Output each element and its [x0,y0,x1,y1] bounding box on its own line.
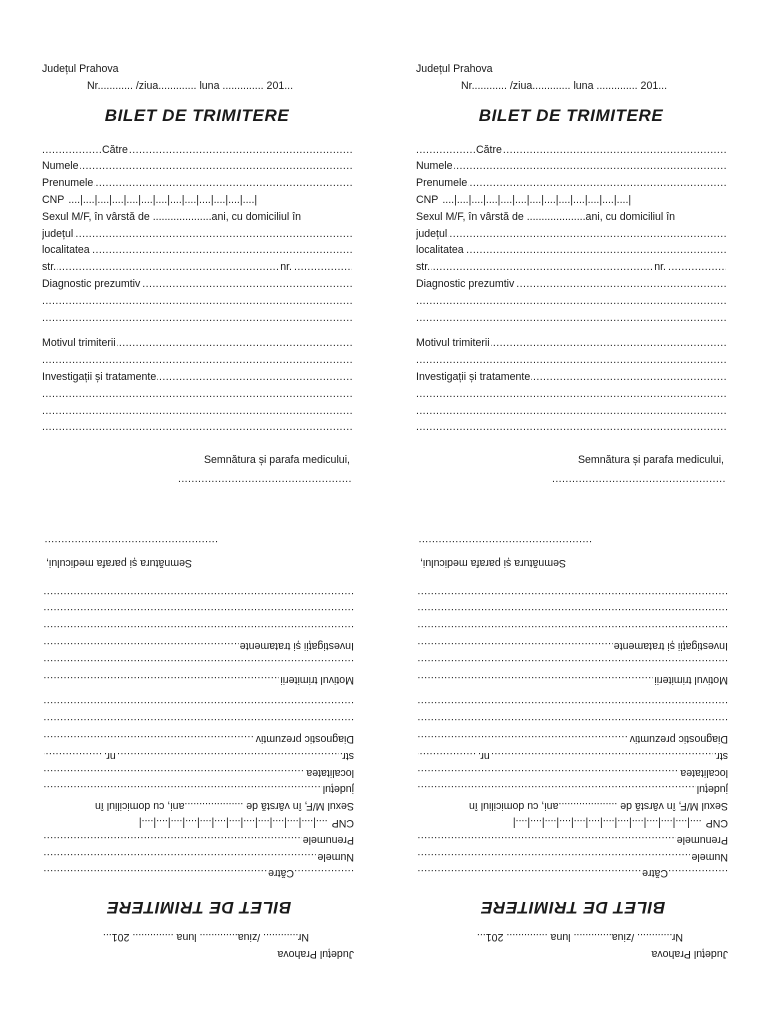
signature-label: Semnătura și parafa medicului, [420,556,567,569]
diagnosis-line[interactable] [44,713,354,730]
street-field[interactable] [416,259,652,276]
referral-form-top-right [416,61,726,488]
sex-age-field[interactable] [44,797,354,814]
street-field[interactable] [118,747,354,764]
referral-form-top-left [42,61,352,488]
form-title: BILET DE TRIMITERE [478,105,664,125]
investigations-field[interactable] [416,369,726,386]
registration-number-line[interactable]: Nr............ /ziua............. luna .............. 201... [102,931,309,944]
form-title: BILET DE TRIMITERE [104,105,290,125]
street-field[interactable] [42,259,278,276]
registration-number-line[interactable]: Nr............ /ziua............. luna .............. 201... [461,79,668,92]
cnp-boxes[interactable]: ....|....|....|....|....|....|....|....|....|....|....|....|....| [512,817,702,830]
investigations-label: Investigații și tratamente [42,370,157,383]
number-label: nr. [478,749,490,762]
first-name-field[interactable] [42,175,352,192]
sex-age-field[interactable] [416,209,726,226]
county-field[interactable] [416,226,726,243]
registration-number-line[interactable]: Nr............ /ziua............. luna .............. 201... [87,79,294,92]
registration-number-line[interactable]: Nr............ /ziua............. luna .............. 201... [476,931,683,944]
county-field-label: județul [322,783,354,796]
first-name-field[interactable] [418,831,728,848]
diagnosis-label: Diagnostic prezumtiv [42,277,141,290]
diagnosis-line[interactable] [42,310,352,327]
investigations-line[interactable] [418,620,728,637]
county-header: Județul Prahova [416,63,493,75]
cnp-label: CNP [42,193,65,206]
to-label: Către [476,143,502,156]
surname-field[interactable] [42,158,352,175]
locality-field[interactable] [44,764,354,781]
sex-age-label: Sexul M/F, în vârstă de ....................ani, cu domiciliul în [468,800,728,813]
investigations-field[interactable] [44,637,354,654]
number-field[interactable] [44,747,102,764]
reason-field[interactable] [416,335,726,352]
form-title: BILET DE TRIMITERE [106,898,292,918]
locality-field[interactable] [416,242,726,259]
diagnosis-label: Diagnostic prezumtiv [255,733,354,746]
cnp-boxes[interactable]: ....|....|....|....|....|....|....|....|....|....|....|....|....| [138,817,328,830]
reason-label: Motivul trimiterii [416,337,490,350]
locality-label: localitatea [416,244,464,257]
cnp-field[interactable] [418,814,728,831]
investigations-line[interactable] [42,386,352,403]
cnp-boxes[interactable]: ....|....|....|....|....|....|....|....|....|....|....|....|....| [68,193,258,206]
investigations-line[interactable] [44,604,354,621]
first-name-label: Prenumele [416,177,468,190]
number-label: nr. [280,261,292,274]
investigations-line[interactable] [416,386,726,403]
street-label: str. [713,749,728,762]
surname-label: Numele [42,160,79,173]
reason-line[interactable] [44,654,354,671]
to-field[interactable] [44,865,354,882]
signature-line[interactable] [178,471,352,488]
investigations-line[interactable] [42,419,352,436]
first-name-label: Prenumele [676,833,728,846]
referral-form-bottom-right-inverted [418,535,728,962]
reason-label: Motivul trimiterii [42,337,116,350]
investigations-line[interactable] [44,587,354,604]
locality-label: localitatea [680,766,728,779]
first-name-label: Prenumele [42,177,94,190]
county-header: Județul Prahova [651,948,728,960]
reason-label: Motivul trimiterii [654,673,728,686]
diagnosis-field[interactable] [44,730,354,747]
surname-label: Numele [416,160,453,173]
diagnosis-field[interactable] [416,276,726,293]
signature-line[interactable] [418,535,592,552]
to-label: Către [102,143,128,156]
street-row [416,259,726,276]
investigations-line[interactable] [416,419,726,436]
investigations-line[interactable] [44,620,354,637]
county-field[interactable] [44,781,354,798]
county-header: Județul Prahova [277,948,354,960]
locality-field[interactable] [418,764,728,781]
diagnosis-line[interactable] [44,697,354,714]
street-row [44,747,354,764]
signature-line[interactable] [44,535,218,552]
diagnosis-line[interactable] [418,713,728,730]
diagnosis-line[interactable] [42,293,352,310]
number-label: nr. [654,261,666,274]
surname-field[interactable] [44,848,354,865]
diagnosis-field[interactable] [42,276,352,293]
reason-line[interactable] [416,352,726,369]
cnp-label: CNP [331,817,354,830]
investigations-line[interactable] [418,604,728,621]
first-name-field[interactable] [416,175,726,192]
first-name-field[interactable] [44,831,354,848]
county-header: Județul Prahova [42,63,119,75]
sex-age-label: Sexul M/F, în vârstă de ....................ani, cu domiciliul în [42,210,302,223]
form-title: BILET DE TRIMITERE [480,898,666,918]
cnp-label: CNP [416,193,439,206]
diagnosis-label: Diagnostic prezumtiv [416,277,515,290]
street-field[interactable] [492,747,728,764]
county-field-label: județul [696,783,728,796]
cnp-field[interactable] [416,192,726,209]
signature-label: Semnătura și parafa medicului, [577,454,724,467]
investigations-line[interactable] [42,403,352,420]
signature-label: Semnătura și parafa medicului, [46,556,193,569]
county-field[interactable] [42,226,352,243]
investigations-label: Investigații și tratamente [239,640,354,653]
diagnosis-line[interactable] [416,293,726,310]
to-label: Către [268,867,294,880]
to-field[interactable] [418,865,728,882]
reason-line[interactable] [418,654,728,671]
sex-age-field[interactable] [418,797,728,814]
investigations-field[interactable] [418,637,728,654]
investigations-label: Investigații și tratamente [613,640,728,653]
locality-label: localitatea [306,766,354,779]
street-label: str. [416,261,431,274]
number-label: nr. [104,749,116,762]
diagnosis-label: Diagnostic prezumtiv [629,733,728,746]
county-field-label: județul [416,227,448,240]
cnp-field[interactable] [42,192,352,209]
street-row [418,747,728,764]
reason-field[interactable] [44,671,354,688]
street-label: str. [339,749,354,762]
sex-age-label: Sexul M/F, în vârstă de ....................ani, cu domiciliul în [416,210,676,223]
number-field[interactable] [668,259,726,276]
county-field[interactable] [418,781,728,798]
to-field[interactable] [42,142,352,159]
reason-field[interactable] [418,671,728,688]
signature-label: Semnătura și parafa medicului, [203,454,350,467]
sex-age-label: Sexul M/F, în vârstă de ....................ani, cu domiciliul în [94,800,354,813]
number-field[interactable] [294,259,352,276]
cnp-label: CNP [705,817,728,830]
first-name-label: Prenumele [302,833,354,846]
surname-field[interactable] [416,158,726,175]
locality-field[interactable] [42,242,352,259]
referral-form-bottom-left-inverted [44,535,354,962]
reason-field[interactable] [42,335,352,352]
county-field-label: județul [42,227,74,240]
number-field[interactable] [418,747,476,764]
surname-label: Numele [691,850,728,863]
signature-line[interactable] [552,471,726,488]
street-label: str. [42,261,57,274]
investigations-label: Investigații și tratamente [416,370,531,383]
diagnosis-line[interactable] [418,697,728,714]
reason-label: Motivul trimiterii [280,673,354,686]
surname-label: Numele [317,850,354,863]
sex-age-field[interactable] [42,209,352,226]
to-field[interactable] [416,142,726,159]
surname-field[interactable] [418,848,728,865]
diagnosis-line[interactable] [416,310,726,327]
cnp-boxes[interactable]: ....|....|....|....|....|....|....|....|....|....|....|....|....| [442,193,632,206]
diagnosis-field[interactable] [418,730,728,747]
street-row [42,259,352,276]
reason-line[interactable] [42,352,352,369]
locality-label: localitatea [42,244,90,257]
investigations-line[interactable] [418,587,728,604]
investigations-field[interactable] [42,369,352,386]
to-label: Către [642,867,668,880]
investigations-line[interactable] [416,403,726,420]
cnp-field[interactable] [44,814,354,831]
